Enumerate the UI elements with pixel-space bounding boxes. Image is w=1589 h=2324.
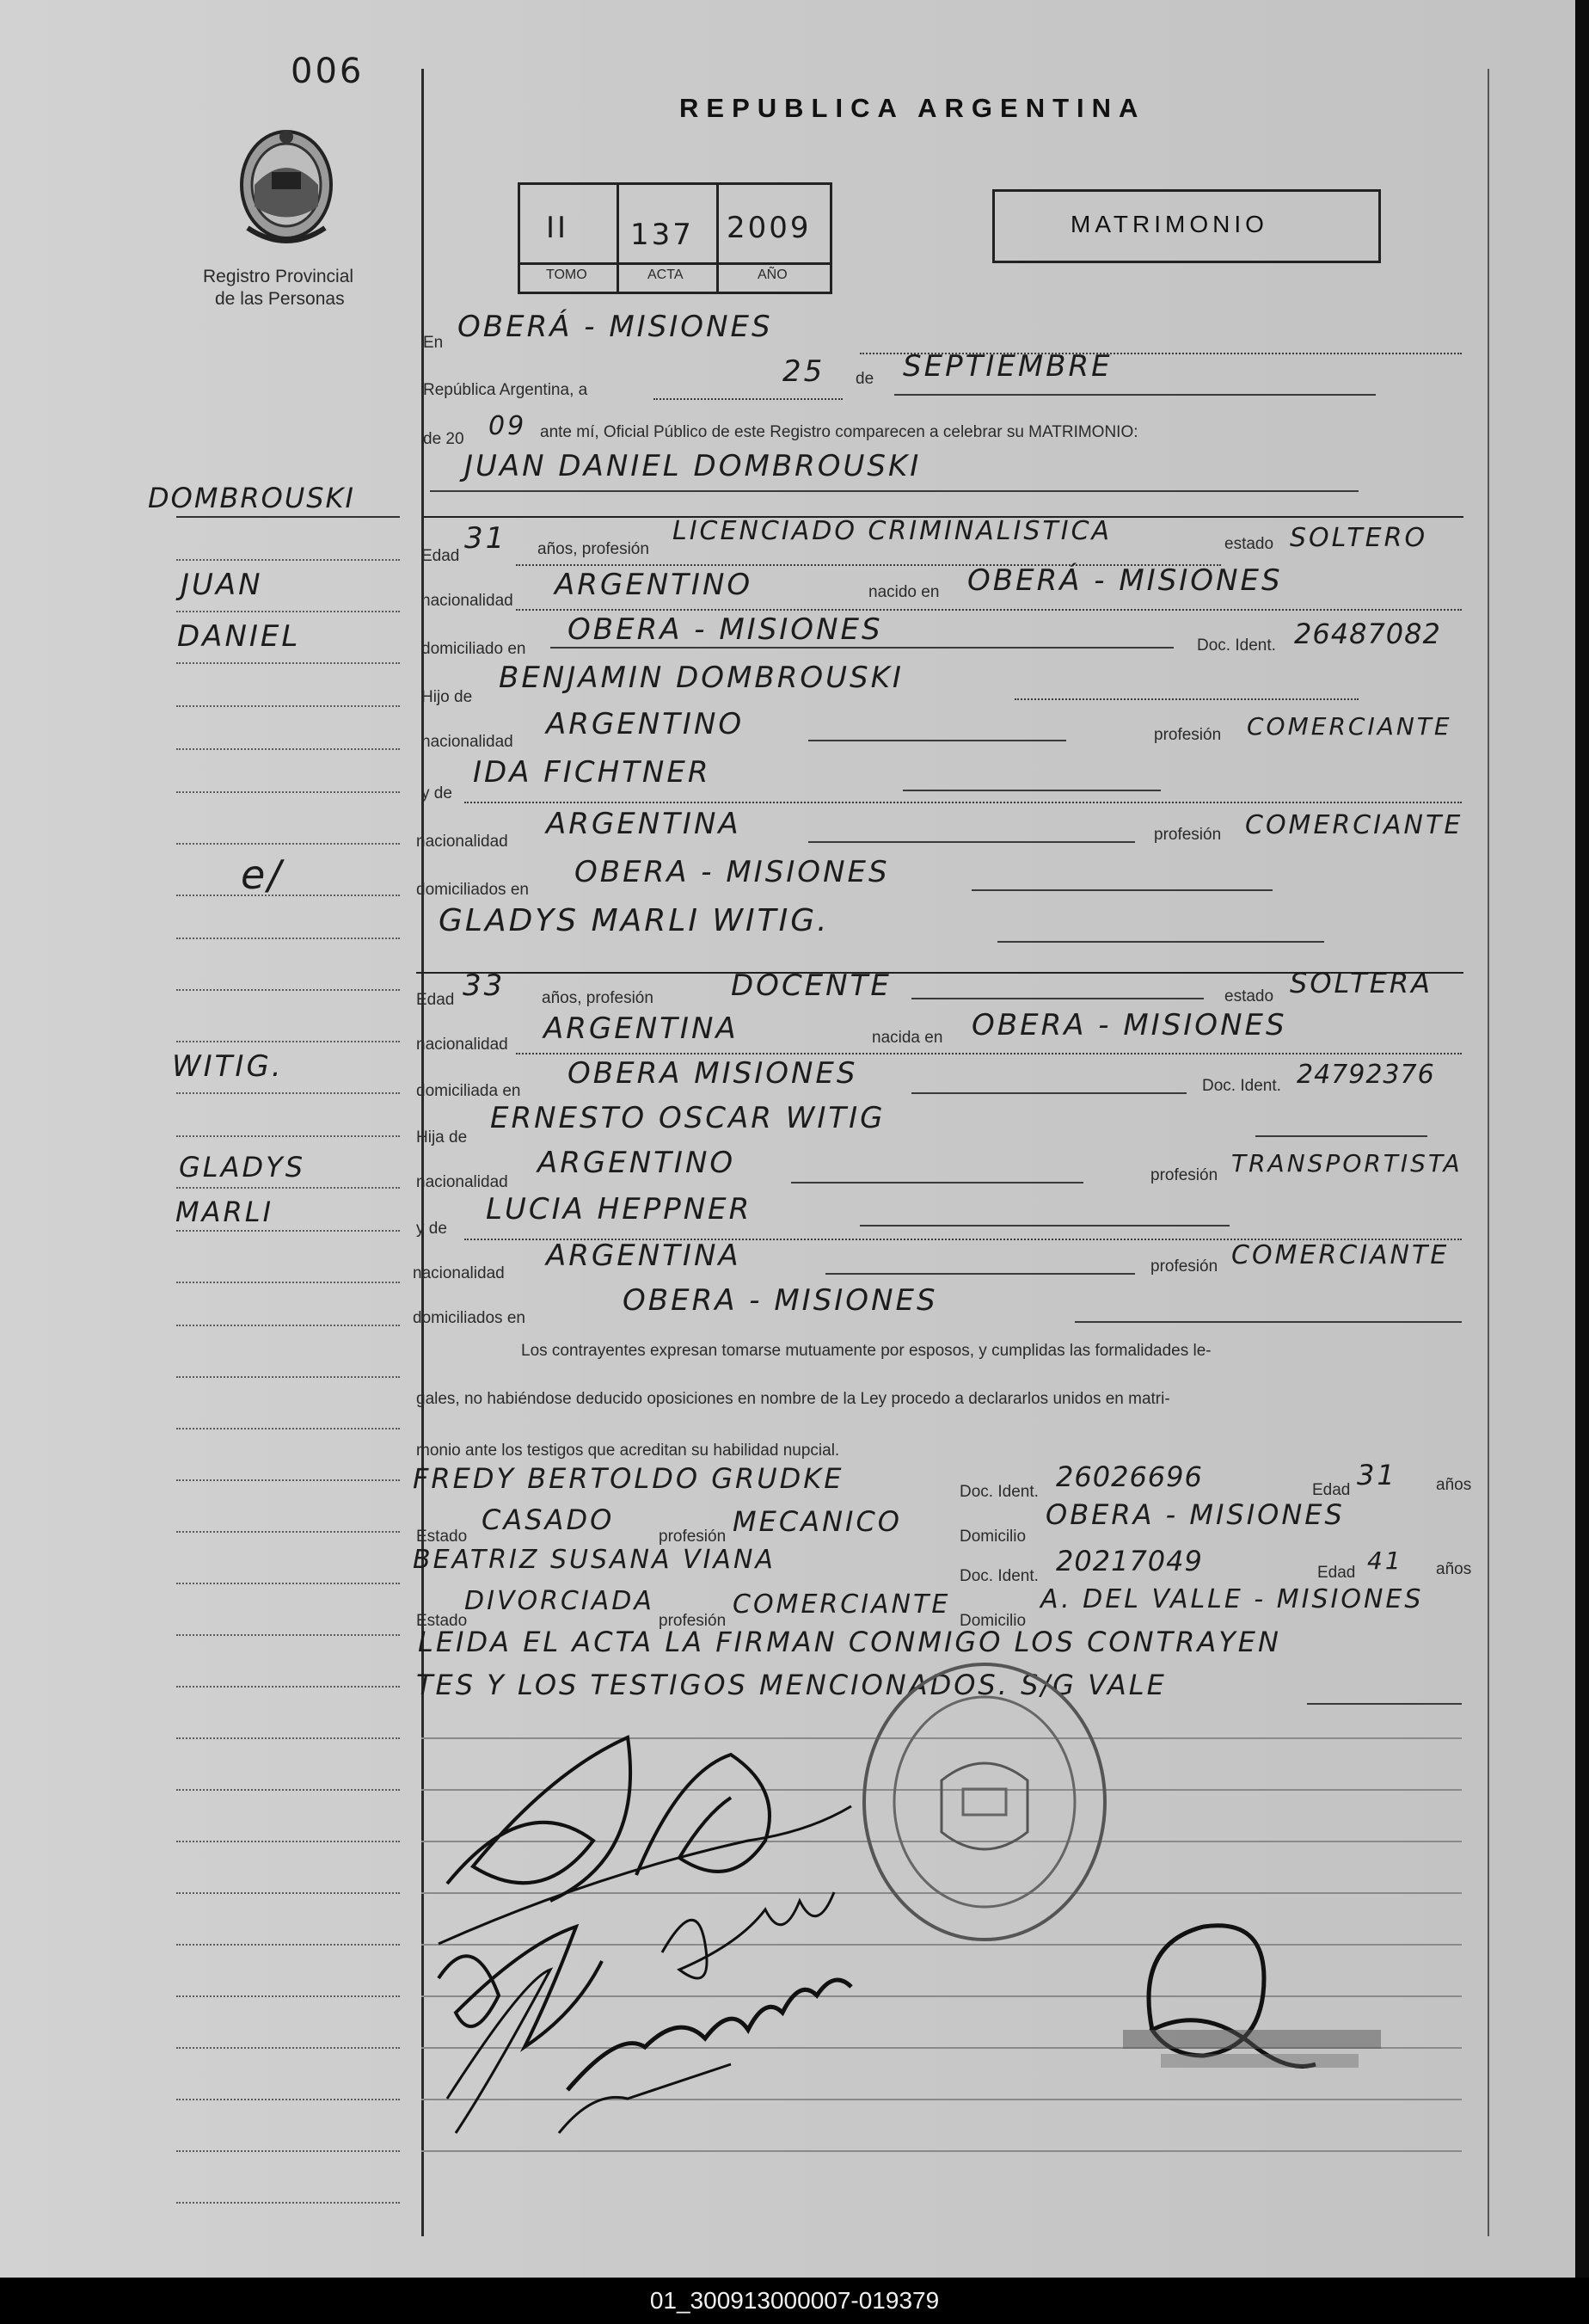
groom-full-name: JUAN DANIEL DOMBROUSKI	[464, 449, 922, 483]
anio-value: 2009	[727, 211, 812, 245]
witness-1-prof-label: profesión	[659, 1528, 727, 1546]
groom-padre-nac: ARGENTINO	[546, 707, 745, 741]
bride-domicilio: OBERA MISIONES	[568, 1056, 858, 1091]
groom-dom-label: domiciliado en	[421, 640, 526, 658]
intro-day: 25	[782, 354, 825, 389]
coat-of-arms-icon	[230, 125, 342, 254]
groom-padre-prof: COMERCIANTE	[1247, 712, 1452, 741]
closing-line-2: TES Y LOS TESTIGOS MENCIONADOS. S/G VALE	[416, 1669, 1167, 1701]
registry-box	[518, 182, 832, 294]
groom-madre-prof: COMERCIANTE	[1245, 810, 1463, 840]
bride-estado-label: estado	[1224, 987, 1274, 1005]
witness-1-profesion: MECANICO	[733, 1505, 902, 1538]
bride-dom-label: domiciliada en	[416, 1082, 521, 1100]
groom-estado: SOLTERO	[1290, 523, 1428, 553]
margin-given-1a: JUAN	[181, 568, 263, 602]
bride-padre-label: Hija de	[416, 1128, 468, 1147]
image-id-label: 01_300913000007-019379	[649, 2287, 940, 2314]
bride-padre: ERNESTO OSCAR WITIG	[490, 1101, 886, 1135]
witness-1-estado: CASADO	[482, 1503, 615, 1536]
groom-padre-prof-label: profesión	[1154, 726, 1222, 744]
groom-nacido-label: nacido en	[868, 583, 940, 601]
year-prefix: de 20	[423, 430, 464, 448]
declaration-line-3: monio ante los testigos que acreditan su habilidad nupcial.	[416, 1442, 840, 1460]
groom-nacido-en: OBERÁ - MISIONES	[967, 563, 1283, 598]
margin-given-2a: GLADYS	[179, 1151, 306, 1184]
groom-doc-label: Doc. Ident.	[1197, 636, 1276, 655]
witness-1-edad: 31	[1357, 1459, 1397, 1491]
page-number: 006	[291, 52, 365, 91]
witness-1-name: FREDY BERTOLDO GRUDKE	[413, 1462, 844, 1495]
witness-2-name: BEATRIZ SUSANA VIANA	[413, 1545, 776, 1575]
witness-2-domicilio: A. DEL VALLE - MISIONES	[1040, 1584, 1424, 1614]
bride-prof-label: años, profesión	[542, 989, 653, 1007]
margin-surname-1: DOMBROUSKI	[148, 482, 355, 514]
groom-domicilio: OBERA - MISIONES	[568, 612, 883, 647]
declaration-line-2: gales, no habiéndose deducido oposiciones en nombre de la Ley procedo a declararlos unidos en matri-	[416, 1390, 1170, 1408]
bride-padre-nac: ARGENTINO	[537, 1146, 736, 1180]
witness-2-estado: DIVORCIADA	[464, 1586, 654, 1616]
tomo-value: II	[546, 211, 569, 245]
groom-profesion: LICENCIADO CRIMINALISTICA	[672, 516, 1113, 546]
right-border	[1488, 69, 1489, 2236]
bride-madre-label: y de	[416, 1220, 447, 1238]
witness-2-edad: 41	[1367, 1546, 1403, 1575]
witness-2-doc: 20217049	[1056, 1545, 1203, 1577]
declaration-line-1: Los contrayentes expresan tomarse mutuamente por esposos, y cumplidas las formalidades le-	[521, 1342, 1212, 1360]
groom-padre-nac-label: nacionalidad	[421, 733, 513, 751]
footer-strip	[0, 2278, 1589, 2324]
witness-2-estado-label: Estado	[416, 1612, 468, 1630]
margin-given-1b: DANIEL	[177, 619, 301, 654]
witness-2-edad-label: Edad	[1317, 1564, 1356, 1582]
witness-1-domicilio: OBERA - MISIONES	[1046, 1498, 1345, 1531]
bride-padre-nac-label: nacionalidad	[416, 1173, 508, 1191]
witness-1-dom-label: Domicilio	[960, 1528, 1027, 1546]
bride-full-name: GLADYS MARLI WITIG.	[439, 903, 830, 938]
book-binding	[1575, 0, 1589, 2278]
logo-caption-2: de las Personas	[215, 289, 345, 309]
bride-padres-dom-label: domiciliados en	[413, 1309, 525, 1327]
acta-label: ACTA	[647, 267, 684, 282]
anio-label: AÑO	[758, 267, 788, 282]
bride-madre: LUCIA HEPPNER	[486, 1192, 752, 1227]
groom-nac-label: nacionalidad	[421, 592, 513, 610]
intro-text: ante mí, Oficial Público de este Registro comparecen a celebrar su MATRIMONIO:	[540, 423, 1138, 441]
bride-madre-prof-label: profesión	[1150, 1257, 1218, 1276]
witness-1-doc-label: Doc. Ident.	[960, 1483, 1039, 1501]
bride-doc: 24792376	[1297, 1060, 1435, 1090]
bride-doc-label: Doc. Ident.	[1202, 1077, 1281, 1095]
groom-madre-prof-label: profesión	[1154, 826, 1222, 844]
official-signature-icon	[1118, 1909, 1410, 2124]
groom-edad: 31	[464, 521, 507, 556]
bride-profesion: DOCENTE	[731, 968, 892, 1003]
witness-1-anios-label: años	[1436, 1476, 1472, 1494]
bride-estado: SOLTERA	[1290, 967, 1433, 999]
groom-madre-label: y de	[421, 784, 452, 802]
bride-edad-label: Edad	[416, 991, 455, 1009]
groom-padres-dom: OBERA - MISIONES	[574, 855, 890, 889]
groom-edad-label: Edad	[421, 547, 460, 565]
groom-prof-label: años, profesión	[537, 540, 649, 558]
bride-padre-prof-label: profesión	[1150, 1166, 1218, 1184]
witness-2-dom-label: Domicilio	[960, 1612, 1027, 1630]
de-label: de	[856, 370, 874, 388]
registry-logo	[230, 125, 342, 254]
groom-madre-nac-label: nacionalidad	[416, 833, 508, 851]
margin-connector: e/	[241, 852, 284, 898]
witness-2-prof-label: profesión	[659, 1612, 727, 1630]
en-label: En	[423, 334, 444, 352]
bride-nacida-en: OBERA - MISIONES	[972, 1008, 1287, 1042]
bride-nac-label: nacionalidad	[416, 1036, 508, 1054]
groom-padre: BENJAMIN DOMBROUSKI	[499, 661, 904, 695]
groom-padre-label: Hijo de	[421, 688, 473, 706]
logo-caption-1: Registro Provincial	[203, 267, 354, 286]
country-title: REPUBLICA ARGENTINA	[679, 93, 1146, 123]
bride-madre-nac: ARGENTINA	[546, 1239, 741, 1273]
year-suffix: 09	[488, 411, 527, 441]
signatures-icon	[421, 1686, 903, 2167]
closing-line-1: LEIDA EL ACTA LA FIRMAN CONMIGO LOS CONTRAYEN	[418, 1626, 1281, 1658]
witness-2-profesion: COMERCIANTE	[733, 1589, 951, 1620]
bride-nacionalidad: ARGENTINA	[543, 1011, 739, 1046]
bride-padres-dom: OBERA - MISIONES	[623, 1283, 938, 1318]
bride-madre-nac-label: nacionalidad	[413, 1264, 505, 1282]
groom-estado-label: estado	[1224, 535, 1274, 553]
acta-value: 137	[630, 218, 694, 252]
bride-padre-prof: TRANSPORTISTA	[1231, 1149, 1463, 1177]
margin-surname-2: WITIG.	[172, 1049, 284, 1084]
bride-edad: 33	[463, 968, 506, 1003]
bride-madre-prof: COMERCIANTE	[1231, 1240, 1450, 1270]
groom-madre: IDA FICHTNER	[473, 755, 711, 790]
groom-nacionalidad: ARGENTINO	[555, 568, 753, 602]
act-type: MATRIMONIO	[1071, 211, 1268, 237]
witness-2-doc-label: Doc. Ident.	[960, 1567, 1039, 1585]
bride-nacida-label: nacida en	[872, 1029, 943, 1047]
witness-1-edad-label: Edad	[1312, 1481, 1351, 1499]
witness-2-anios-label: años	[1436, 1560, 1472, 1578]
groom-doc: 26487082	[1294, 618, 1441, 650]
intro-month: SEPTIEMBRE	[903, 349, 1113, 384]
groom-madre-nac: ARGENTINA	[546, 807, 741, 841]
witness-1-doc: 26026696	[1056, 1460, 1203, 1493]
margin-given-2b: MARLI	[175, 1196, 273, 1228]
republica-label: República Argentina, a	[423, 381, 588, 399]
tomo-label: TOMO	[546, 267, 587, 282]
witness-1-estado-label: Estado	[416, 1528, 468, 1546]
groom-padres-dom-label: domiciliados en	[416, 881, 529, 899]
intro-place: OBERÁ - MISIONES	[457, 310, 773, 344]
act-type-box	[992, 189, 1381, 263]
